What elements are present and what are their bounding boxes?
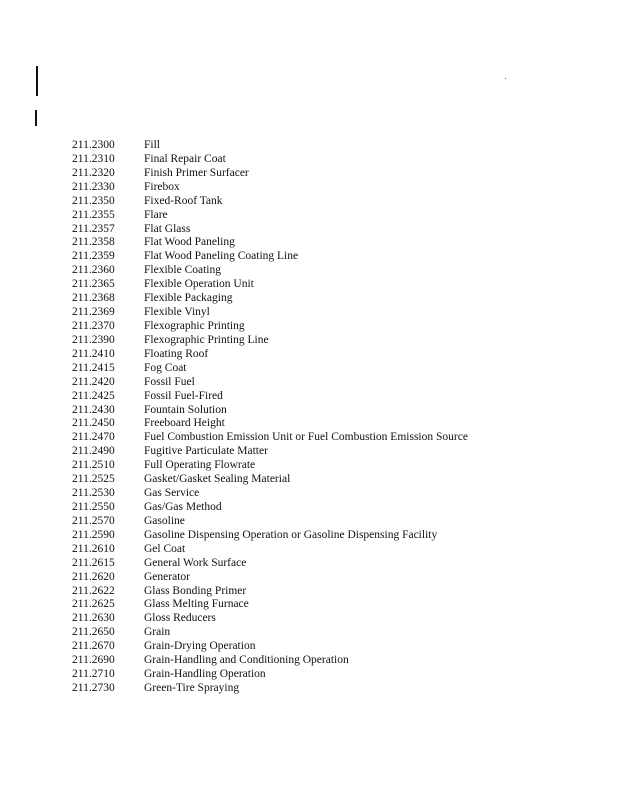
- definition-row: [72, 431, 592, 445]
- defined-term: Fill: [144, 139, 160, 151]
- definitions-list: [72, 139, 592, 696]
- section-number: 211.2620: [72, 570, 115, 583]
- section-number: 211.2615: [72, 556, 115, 569]
- section-number: 211.2650: [72, 626, 115, 639]
- definition-row: [72, 571, 592, 585]
- definition-row: [72, 543, 592, 557]
- defined-term: Gasket/Gasket Sealing Material: [144, 473, 291, 486]
- defined-term: Fuel Combustion Emission Unit or Fuel Combustion Emission Source: [144, 431, 468, 444]
- section-number: 211.2470: [72, 431, 115, 444]
- definition-row: [72, 390, 592, 404]
- section-number: 211.2420: [72, 375, 115, 388]
- section-number: 211.2390: [72, 333, 115, 346]
- section-number: 211.2330: [72, 180, 115, 193]
- defined-term: Fog Coat: [144, 361, 187, 374]
- defined-term: Grain-Handling Operation: [144, 668, 266, 681]
- definition-row: [72, 501, 592, 515]
- definition-row: [72, 668, 592, 682]
- section-number: 211.2425: [72, 389, 115, 402]
- defined-term: Firebox: [144, 180, 180, 193]
- definition-row: [72, 626, 592, 640]
- section-number: 211.2610: [72, 542, 115, 555]
- section-number: 211.2525: [72, 473, 115, 486]
- definition-row: [72, 195, 592, 209]
- scan-speck: [505, 78, 506, 79]
- section-number: 211.2670: [72, 640, 115, 653]
- defined-term: Grain: [144, 626, 171, 639]
- section-number: 211.2430: [72, 403, 115, 416]
- section-number: 211.2370: [72, 319, 115, 332]
- section-number: 211.2490: [72, 445, 115, 458]
- section-number: 211.2730: [72, 681, 115, 694]
- margin-bar-mark: [36, 66, 38, 96]
- section-number: 211.2359: [72, 250, 115, 263]
- definition-row: [72, 181, 592, 195]
- defined-term: Fugitive Particulate Matter: [144, 445, 268, 458]
- definition-row: [72, 236, 592, 250]
- defined-term: Flexible Packaging: [144, 292, 233, 305]
- defined-term: Generator: [144, 570, 190, 583]
- definition-row: [72, 292, 592, 306]
- definition-row: [72, 585, 592, 599]
- definition-row: [72, 139, 592, 153]
- defined-term: Fossil Fuel: [144, 375, 195, 388]
- section-number: 211.2410: [72, 347, 115, 360]
- section-number: 211.2415: [72, 361, 115, 374]
- definition-row: [72, 445, 592, 459]
- defined-term: Grain-Drying Operation: [144, 640, 256, 653]
- definition-row: [72, 473, 592, 487]
- definition-row: [72, 320, 592, 334]
- defined-term: Freeboard Height: [144, 417, 225, 430]
- definition-row: [72, 529, 592, 543]
- margin-bar-mark: [35, 110, 37, 126]
- definition-row: [72, 598, 592, 612]
- definition-row: [72, 612, 592, 626]
- defined-term: Flare: [144, 208, 168, 221]
- section-number: 211.2350: [72, 194, 115, 207]
- defined-term: Flexible Vinyl: [144, 306, 210, 319]
- defined-term: Flat Glass: [144, 222, 191, 235]
- defined-term: Floating Roof: [144, 347, 209, 360]
- definition-row: [72, 167, 592, 181]
- definition-row: [72, 557, 592, 571]
- definition-row: [72, 153, 592, 167]
- defined-term: Flexible Operation Unit: [144, 278, 254, 291]
- defined-term: Final Repair Coat: [144, 152, 226, 165]
- definition-row: [72, 487, 592, 501]
- defined-term: Grain-Handling and Conditioning Operation: [144, 654, 349, 667]
- section-number: 211.2450: [72, 417, 115, 430]
- section-number: 211.2368: [72, 292, 115, 305]
- definition-row: [72, 306, 592, 320]
- definition-row: [72, 515, 592, 529]
- defined-term: Fossil Fuel-Fired: [144, 389, 223, 402]
- defined-term: Flat Wood Paneling: [144, 236, 235, 249]
- defined-term: General Work Surface: [144, 556, 247, 569]
- definition-row: [72, 209, 592, 223]
- definition-row: [72, 278, 592, 292]
- section-number: 211.2360: [72, 264, 115, 277]
- definition-row: [72, 264, 592, 278]
- defined-term: Fountain Solution: [144, 403, 227, 416]
- definition-row: [72, 459, 592, 473]
- defined-term: Finish Primer Surfacer: [144, 166, 249, 179]
- section-number: 211.2320: [72, 166, 115, 179]
- section-number: 211.2358: [72, 236, 115, 249]
- definition-row: [72, 223, 592, 237]
- definition-row: [72, 640, 592, 654]
- section-number: 211.2355: [72, 208, 115, 221]
- defined-term: Full Operating Flowrate: [144, 459, 256, 472]
- defined-term: Gasoline: [144, 514, 185, 527]
- section-number: 211.2570: [72, 514, 115, 527]
- definition-row: [72, 250, 592, 264]
- section-number: 211.2310: [72, 152, 115, 165]
- defined-term: Flat Wood Paneling Coating Line: [144, 250, 299, 263]
- definition-row: [72, 404, 592, 418]
- section-number: 211.2625: [72, 598, 115, 611]
- definition-row: [72, 334, 592, 348]
- defined-term: Gloss Reducers: [144, 612, 216, 625]
- section-number: 211.2710: [72, 668, 115, 681]
- defined-term: Flexographic Printing Line: [144, 333, 269, 346]
- section-number: 211.2369: [72, 306, 115, 319]
- definition-row: [72, 682, 592, 696]
- defined-term: Glass Melting Furnace: [144, 598, 249, 611]
- defined-term: Gasoline Dispensing Operation or Gasoline Dispensing Facility: [144, 528, 438, 541]
- section-number: 211.2550: [72, 500, 115, 513]
- section-number: 211.2510: [72, 459, 115, 472]
- defined-term: Gas/Gas Method: [144, 500, 222, 513]
- defined-term: Gel Coat: [144, 542, 186, 555]
- defined-term: Glass Bonding Primer: [144, 584, 247, 597]
- section-number: 211.2630: [72, 612, 115, 625]
- defined-term: Flexible Coating: [144, 264, 221, 277]
- definition-row: [72, 654, 592, 668]
- section-number: 211.2365: [72, 278, 115, 291]
- defined-term: Gas Service: [144, 487, 200, 500]
- definition-row: [72, 417, 592, 431]
- defined-term: Fixed-Roof Tank: [144, 194, 223, 207]
- definition-row: [72, 348, 592, 362]
- section-number: 211.2590: [72, 528, 115, 541]
- section-number: 211.2357: [72, 222, 115, 235]
- section-number: 211.2530: [72, 487, 115, 500]
- definition-row: [72, 362, 592, 376]
- definition-row: [72, 376, 592, 390]
- section-number: 211.2300: [72, 139, 115, 151]
- defined-term: Green-Tire Spraying: [144, 681, 240, 694]
- defined-term: Flexographic Printing: [144, 319, 245, 332]
- section-number: 211.2622: [72, 584, 115, 597]
- section-number: 211.2690: [72, 654, 115, 667]
